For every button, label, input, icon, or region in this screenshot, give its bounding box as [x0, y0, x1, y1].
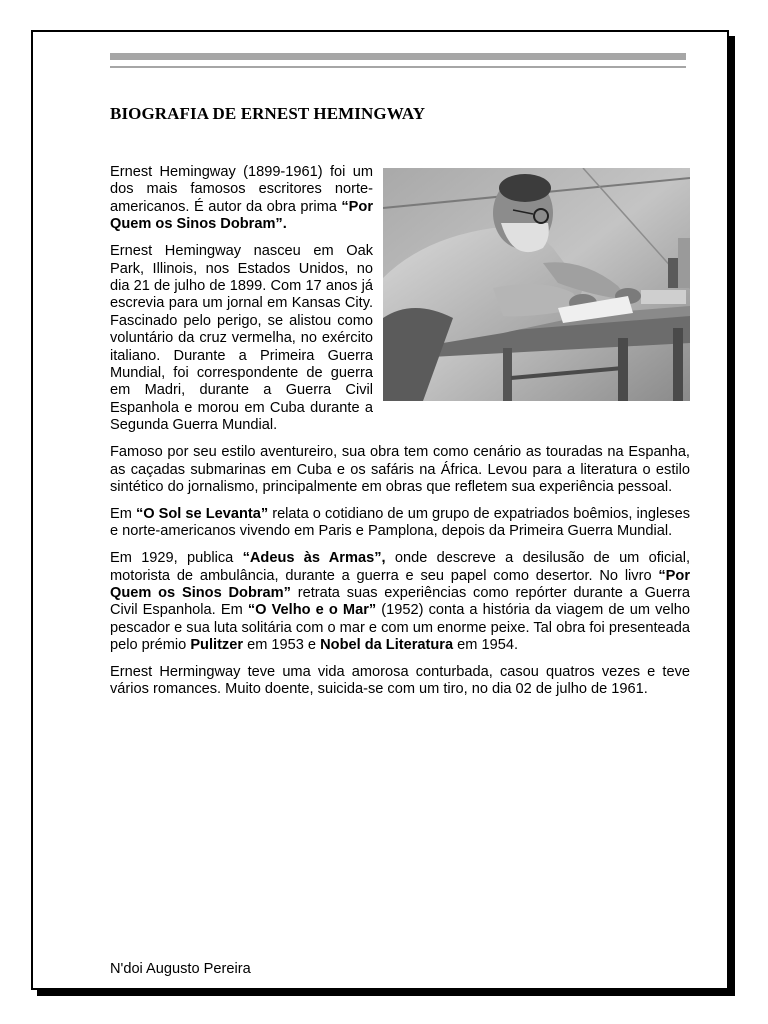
p4-text-1: Em [110, 505, 136, 522]
p5-text-3: retrata suas experiências como repórter durante a Guerra Civil Espanhola. Em [110, 584, 690, 619]
author-footer: N'doi Augusto Pereira [110, 961, 251, 977]
p4-book-title: “O Sol se Levanta” [135, 505, 269, 522]
paragraph-personal-life: Ernest Hermingway teve uma vida amorosa conturbada, casou quatros vezes e teve vários romances. Muito doente, suicida-se com um tiro, no dia 02 de julho de 1961. [110, 664, 690, 698]
header-rule-thick [110, 53, 686, 60]
header-rule-thin [110, 66, 686, 68]
p5-bold-5: Nobel da Literatura [320, 637, 454, 654]
p5-text-5: em 1953 e [243, 637, 321, 654]
paragraph-works [110, 550, 690, 654]
document-title: BIOGRAFIA DE ERNEST HEMINGWAY [110, 104, 426, 123]
paragraph-style: Famoso por seu estilo aventureiro, sua obra tem como cenário as touradas na Espanha, as caçadas submarinas em Cuba e os safáris na África. Levou para a literatura o estilo sintético do jornalismo, principalmente em obras que refletem sua experiência pessoal. [110, 444, 690, 495]
p5-bold-1: “Adeus às Armas”, [242, 550, 386, 567]
p5-bold-3: “O Velho e o Mar” [247, 602, 377, 619]
document-body [110, 164, 690, 708]
p4-text-2: relata o cotidiano de um grupo de expatriados boêmios, ingleses e norte-americanos vivendo em Paris e Pamplona, depois da Primeira Guerra Mundial. [110, 505, 691, 540]
p5-bold-2: “Por Quem os Sinos Dobram” [110, 567, 690, 601]
hemingway-photo [383, 168, 690, 401]
p5-text-2: onde descreve a desilusão de um oficial, motorista de ambulância, durante a guerra e seu papel como desertor. No livro [110, 550, 691, 584]
intro-book-title: “Por Quem os Sinos Dobram”. [110, 198, 373, 233]
p5-text-1: Em 1929, publica [110, 550, 243, 567]
p5-text-6: em 1954. [453, 637, 519, 654]
p5-bold-4: Pulitzer [190, 637, 244, 654]
paragraph-sol-se-levanta [110, 506, 690, 541]
intro-text: Ernest Hemingway (1899-1961) foi um dos mais famosos escritores norte-americanos. É autor da obra prima [110, 164, 373, 215]
paragraph-early-life: Ernest Hemingway nasceu em Oak Park, Illinois, nos Estados Unidos, no dia 21 de julho de 1899. Com 17 anos já escrevia para um jornal em Kansas City. Fascinado pelo perigo, se alistou como voluntário da cruz vermelha, no exército italiano. Durante a Primeira Guerra Mundial, foi correspondente de guerra em Madri, durante a Guerra Civil Espanhola e morou em Cuba durante a Segunda Guerra Mundial. [110, 243, 373, 434]
p5-text-4: (1952) conta a história da viagem de um velho pescador e sua luta solitária com o mar e com um enorme peixe. Tal obra foi presenteada pelo prémio [110, 602, 690, 654]
